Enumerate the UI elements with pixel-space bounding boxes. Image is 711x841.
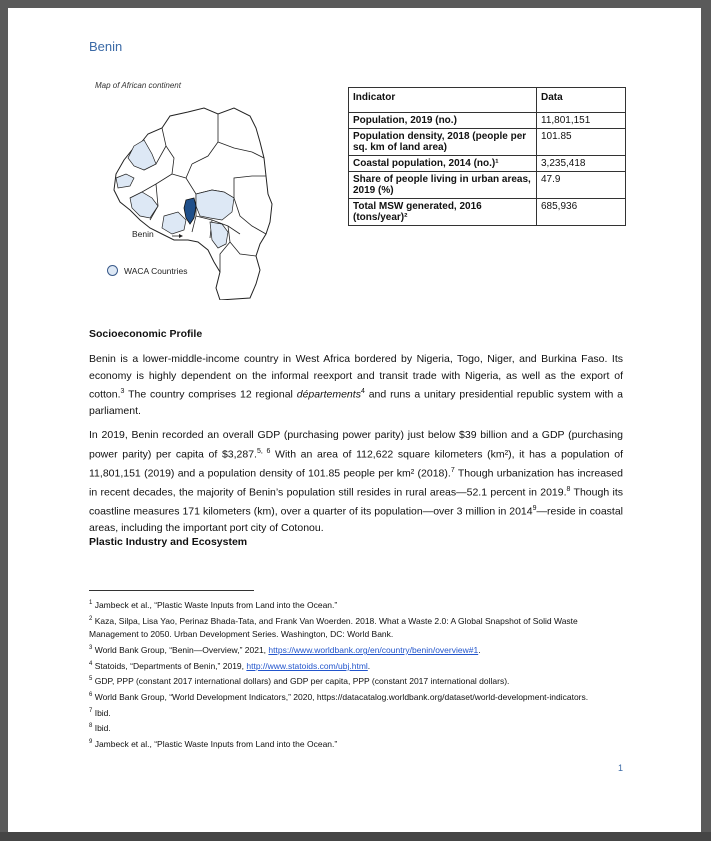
paragraph-text: With an area of 112,622 square kilometers (km²), it has a population of 11,801,151 (2019) and a population density of 101.85 people per km² (2018). — [89, 448, 623, 479]
footnote-number: 7 — [89, 707, 93, 714]
table-header-data: Data — [537, 88, 626, 113]
table-row — [349, 172, 626, 199]
footnote-number: 6 — [89, 691, 93, 698]
map-legend — [107, 265, 187, 276]
footnote-number: 3 — [89, 645, 93, 652]
viewer-bottom-bar — [0, 832, 711, 841]
footnote-item — [89, 689, 629, 705]
footnote-number: 1 — [89, 600, 93, 606]
footnote-number: 2 — [89, 615, 93, 622]
table-cell-indicator: Coastal population, 2014 (no.)¹ — [349, 156, 537, 172]
footnote-ref[interactable]: 7 — [450, 466, 455, 474]
footnote-item — [89, 705, 629, 721]
table-cell-value: 101.85 — [537, 129, 626, 156]
paragraph-text: The country comprises 12 regional — [124, 388, 297, 401]
paragraph-text: Benin is a lower-middle-income country in West Africa bordered by Nigeria, Togo, Niger, and Burkina Faso. Its economy is highly dependent on the informal reexport and transit trade with Nigeria, as well as the export of cotton. — [89, 353, 623, 401]
table-row — [349, 156, 626, 172]
map-caption: Map of African continent — [95, 81, 181, 90]
paragraph-italic-text: départements — [296, 388, 361, 401]
footnote-link[interactable]: http://www.statoids.com/ubj.html — [246, 660, 368, 671]
indicator-table — [348, 87, 626, 226]
table-header-row — [349, 88, 626, 113]
table-cell-indicator: Total MSW generated, 2016 (tons/year)² — [349, 199, 537, 226]
footnote-text: . — [367, 660, 371, 671]
footnote-text: Jambeck et al., “Plastic Waste Inputs from Land into the Ocean.” — [92, 599, 338, 610]
footnote-ref[interactable]: 3 — [120, 388, 125, 395]
footnote-text: Ibid. — [92, 707, 111, 718]
footnote-text: Statoids, “Departments of Benin,” 2019, — [92, 660, 247, 671]
footnote-ref[interactable]: 4 — [360, 388, 365, 395]
footnote-item — [89, 673, 629, 689]
footnote-text: World Bank Group, “Benin—Overview,” 2021, — [92, 644, 269, 655]
table-cell-indicator: Population density, 2018 (people per sq. km of land area) — [349, 129, 537, 156]
footnote-number: 5 — [89, 676, 93, 683]
table-cell-indicator: Population, 2019 (no.) — [349, 113, 537, 129]
footnotes — [89, 597, 629, 751]
table-cell-value: 47.9 — [537, 172, 626, 199]
table-cell-value: 11,801,151 — [537, 113, 626, 129]
footnote-item — [89, 613, 629, 642]
paragraph-text: Though urbanization has increased in recent decades, the majority of Benin’s population still resides in rural areas—52.1 percent in 2019. — [89, 467, 623, 498]
table-cell-value: 3,235,418 — [537, 156, 626, 172]
footnote-text: GDP, PPP (constant 2017 international dollars) and GDP per capita, PPP (constant 2017 international dollars). — [92, 676, 510, 687]
section-heading-socioeconomic: Socioeconomic Profile — [89, 328, 203, 340]
footnote-item — [89, 720, 629, 736]
paragraph-1 — [89, 351, 623, 420]
table-row — [349, 199, 626, 226]
document-page — [8, 8, 701, 832]
footnote-text: Ibid. — [92, 723, 111, 733]
footnote-item — [89, 642, 629, 658]
paragraph-text: In 2019, Benin recorded an overall GDP (purchasing power parity) just below $39 billion and a GDP (purchasing power parity) per capita of $3,287. — [89, 429, 623, 460]
footnote-link[interactable]: https://www.worldbank.org/en/country/benin/overview#1 — [268, 644, 479, 655]
benin-map-label: Benin — [132, 229, 154, 239]
paragraph-text: and runs a unitary presidential republic system with a parliament. — [89, 388, 623, 417]
footnote-number: 4 — [89, 660, 93, 667]
footnote-text: Kaza, Silpa, Lisa Yao, Perinaz Bhada-Tata, and Frank Van Woerden. 2018. What a Waste 2.0: A Global Snapshot of Solid Waste Management to 2050. Urban Development Series. Washington, DC: World Bank. — [89, 615, 578, 640]
footnote-divider — [89, 590, 254, 591]
footnote-text: . — [478, 644, 481, 655]
footnote-ref[interactable]: 8 — [566, 485, 571, 493]
page-number: 1 — [618, 763, 624, 773]
paragraph-text: Though its coastline measures 171 kilometers (km), over a quarter of its population—over 3 million in 2014 — [89, 486, 623, 517]
footnote-number: 8 — [89, 723, 93, 730]
footnote-item — [89, 736, 629, 752]
table-cell-indicator: Share of people living in urban areas, 2019 (%) — [349, 172, 537, 199]
table-row — [349, 129, 626, 156]
legend-swatch — [107, 265, 118, 276]
table-cell-value: 685,936 — [537, 199, 626, 226]
page-title: Benin — [89, 39, 123, 54]
paragraph-text: —reside in coastal areas, including the important port city of Cotonou. — [89, 505, 623, 534]
table-header-indicator: Indicator — [349, 88, 537, 113]
legend-label: WACA Countries — [124, 265, 188, 276]
footnote-item — [89, 597, 629, 613]
footnote-number: 9 — [89, 738, 93, 745]
section-heading-plastic: Plastic Industry and Ecosystem — [89, 536, 248, 548]
footnote-text: Jambeck et al., “Plastic Waste Inputs from Land into the Ocean.” — [92, 738, 338, 749]
footnote-item — [89, 658, 629, 674]
footnote-text: World Bank Group, “World Development Indicators,” 2020, https://datacatalog.worldbank.org/dataset/world-development-indicators. — [92, 691, 589, 702]
footnote-ref[interactable]: 9 — [532, 504, 537, 512]
paragraph-2 — [89, 427, 623, 536]
footnote-ref[interactable]: 5, 6 — [256, 447, 271, 455]
table-row — [349, 113, 626, 129]
